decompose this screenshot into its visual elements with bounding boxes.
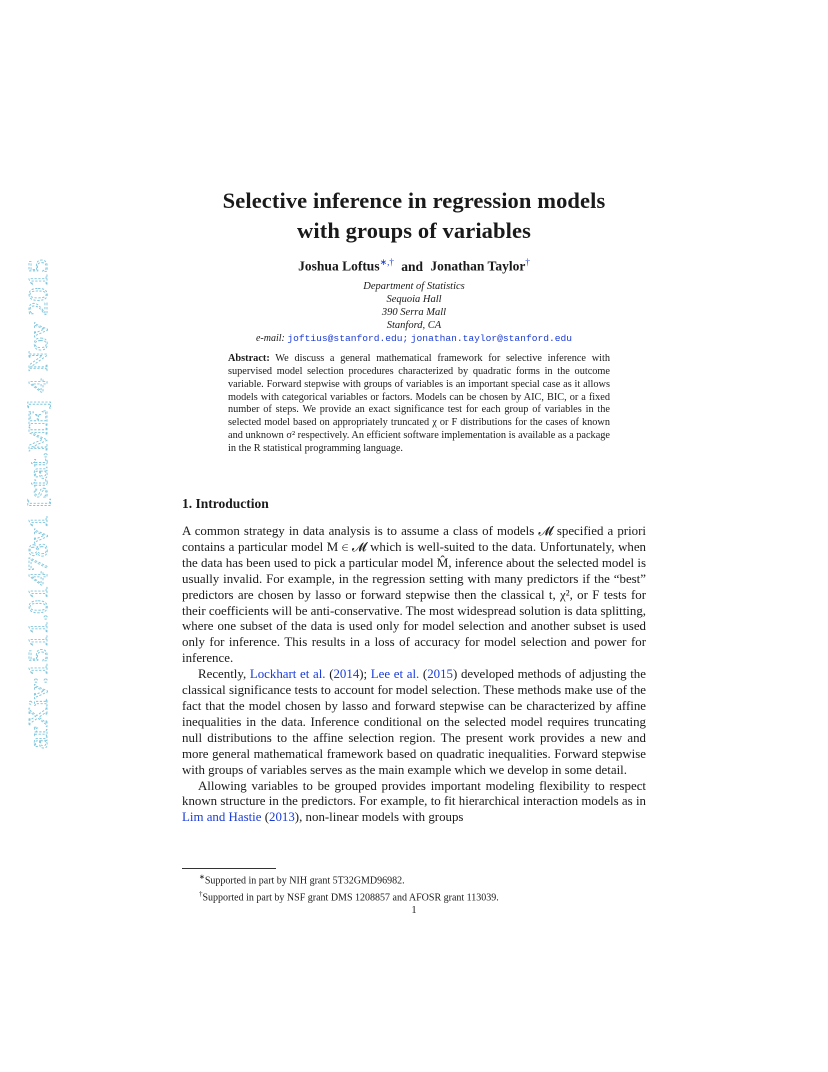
email-label: e-mail: (255, 333, 285, 344)
body-text (182, 524, 646, 826)
email-link-1[interactable]: joftius@stanford.edu (287, 333, 403, 344)
citation-lockhart[interactable]: Lockhart et al. (249, 667, 326, 682)
affiliation (182, 280, 646, 345)
citation-paren-open: ( (329, 667, 334, 682)
author-2-footnote-mark[interactable]: † (525, 257, 530, 267)
email-line (182, 332, 646, 345)
citation-paren-close: ) (452, 667, 458, 682)
email-separator: ; (402, 333, 409, 344)
author-list (182, 257, 646, 275)
section-heading (182, 496, 269, 512)
citation-paren-close: ), (294, 810, 303, 825)
section-title: Introduction (195, 496, 269, 511)
citation-lee-year[interactable]: 2015 (427, 667, 453, 682)
footnote-2-mark: † (199, 889, 203, 898)
citation-paren-open: ( (264, 810, 270, 825)
citation-lockhart-year[interactable]: 2014 (333, 667, 360, 682)
affiliation-department: Department of Statistics (363, 281, 465, 292)
arxiv-stamp (23, 256, 53, 751)
citation-lee[interactable]: Lee et al. (370, 667, 420, 682)
author-conjunction: and (401, 258, 424, 274)
footnote-1-mark: ∗ (199, 873, 205, 881)
paragraph-2-body: developed methods of adjusting the classical significance tests to account for model selection. These methods make use of the fact that the model chosen by lasso and forward stepwise can be characterized by affine inequalities in the data. Inference conditional on the selected model requires truncating null distributions to the affine selection region. The present work provides a new and more general mathematical framework based on quadratic inequalities. Forward stepwise with groups of variables serves as the main example which we develop in some detail. (182, 667, 646, 777)
paragraph-1: A common strategy in data analysis is to assume a class of models 𝓜 specified a priori contains a particular model M ∈ 𝓜 which is well-suited to the data. Unfortunately, when the data has been used to pick a particular model M̂, inference about the selected model is usually invalid. For example, in the regression setting with many predictors if the “best” predictors are chosen by lasso or forward stepwise then the classical t, χ², or F tests for their coefficients will be anti-conservative. The most widespread solution is data splitting, where one subset of the data is used only for model selection and another subset is used only for inference. This results in a loss of accuracy for model selection and power for inference. (182, 524, 646, 666)
footnote-2-text: Supported in part by NSF grant DMS 1208857 and AFOSR grant 113039. (202, 892, 499, 904)
citation-lim-hastie[interactable]: Lim and Hastie (182, 810, 262, 825)
paragraph-3 (182, 779, 646, 827)
citation-paren-open: ( (422, 667, 428, 682)
paragraph-3-body: non-linear models with groups (305, 810, 464, 825)
paragraph-2 (182, 667, 646, 778)
section-number: 1. (182, 496, 193, 511)
citation-paren-close: ); (359, 667, 368, 682)
footnotes (199, 871, 499, 904)
abstract-label: Abstract: (228, 353, 270, 364)
arxiv-stamp-text: arXiv:1511.01478v1 [stat.ME] 4 Nov 2015 (23, 282, 53, 749)
paragraph-2-lead: Recently, (198, 667, 247, 682)
footnote-1-text: Supported in part by NIH grant 5T32GMD96982. (204, 875, 405, 887)
author-2: Jonathan Taylor (430, 258, 526, 274)
title-line-2: with groups of variables (297, 218, 531, 243)
paragraph-3-lead: Allowing variables to be grouped provides important modeling flexibility to respect known structure in the predictors. For example, to fit hierarchical interaction models as in (182, 778, 646, 809)
paper-title (182, 186, 646, 246)
abstract-text: We discuss a general mathematical framework for selective inference with supervised model selection procedures characterized by quadratic forms in the outcome variable. Forward stepwise with groups of variables is an important special case as it allows models with categorical variables or factors. Models can be chosen by AIC, BIC, or a fixed number of steps. We provide an exact significance test for each group of variables in the selected model based on appropriately truncated χ or F distributions for the cases of known and unknown σ² respectively. An efficient software implementation is available as a package in the R statistical programming language. (228, 353, 610, 454)
footnote-1 (199, 871, 499, 888)
author-1-footnote-marks[interactable]: ∗,† (379, 257, 394, 267)
affiliation-street: 390 Serra Mall (381, 307, 447, 318)
affiliation-city: Stanford, CA (386, 320, 442, 331)
footnote-rule (182, 868, 276, 869)
affiliation-building: Sequoia Hall (386, 294, 442, 305)
title-line-1: Selective inference in regression models (222, 188, 606, 213)
abstract (228, 353, 610, 456)
author-1: Joshua Loftus (298, 258, 380, 274)
page-number: 1 (411, 905, 417, 916)
footnote-2 (199, 888, 499, 905)
email-link-2[interactable]: jonathan.taylor@stanford.edu (410, 333, 572, 344)
citation-lim-hastie-year[interactable]: 2013 (269, 810, 295, 825)
